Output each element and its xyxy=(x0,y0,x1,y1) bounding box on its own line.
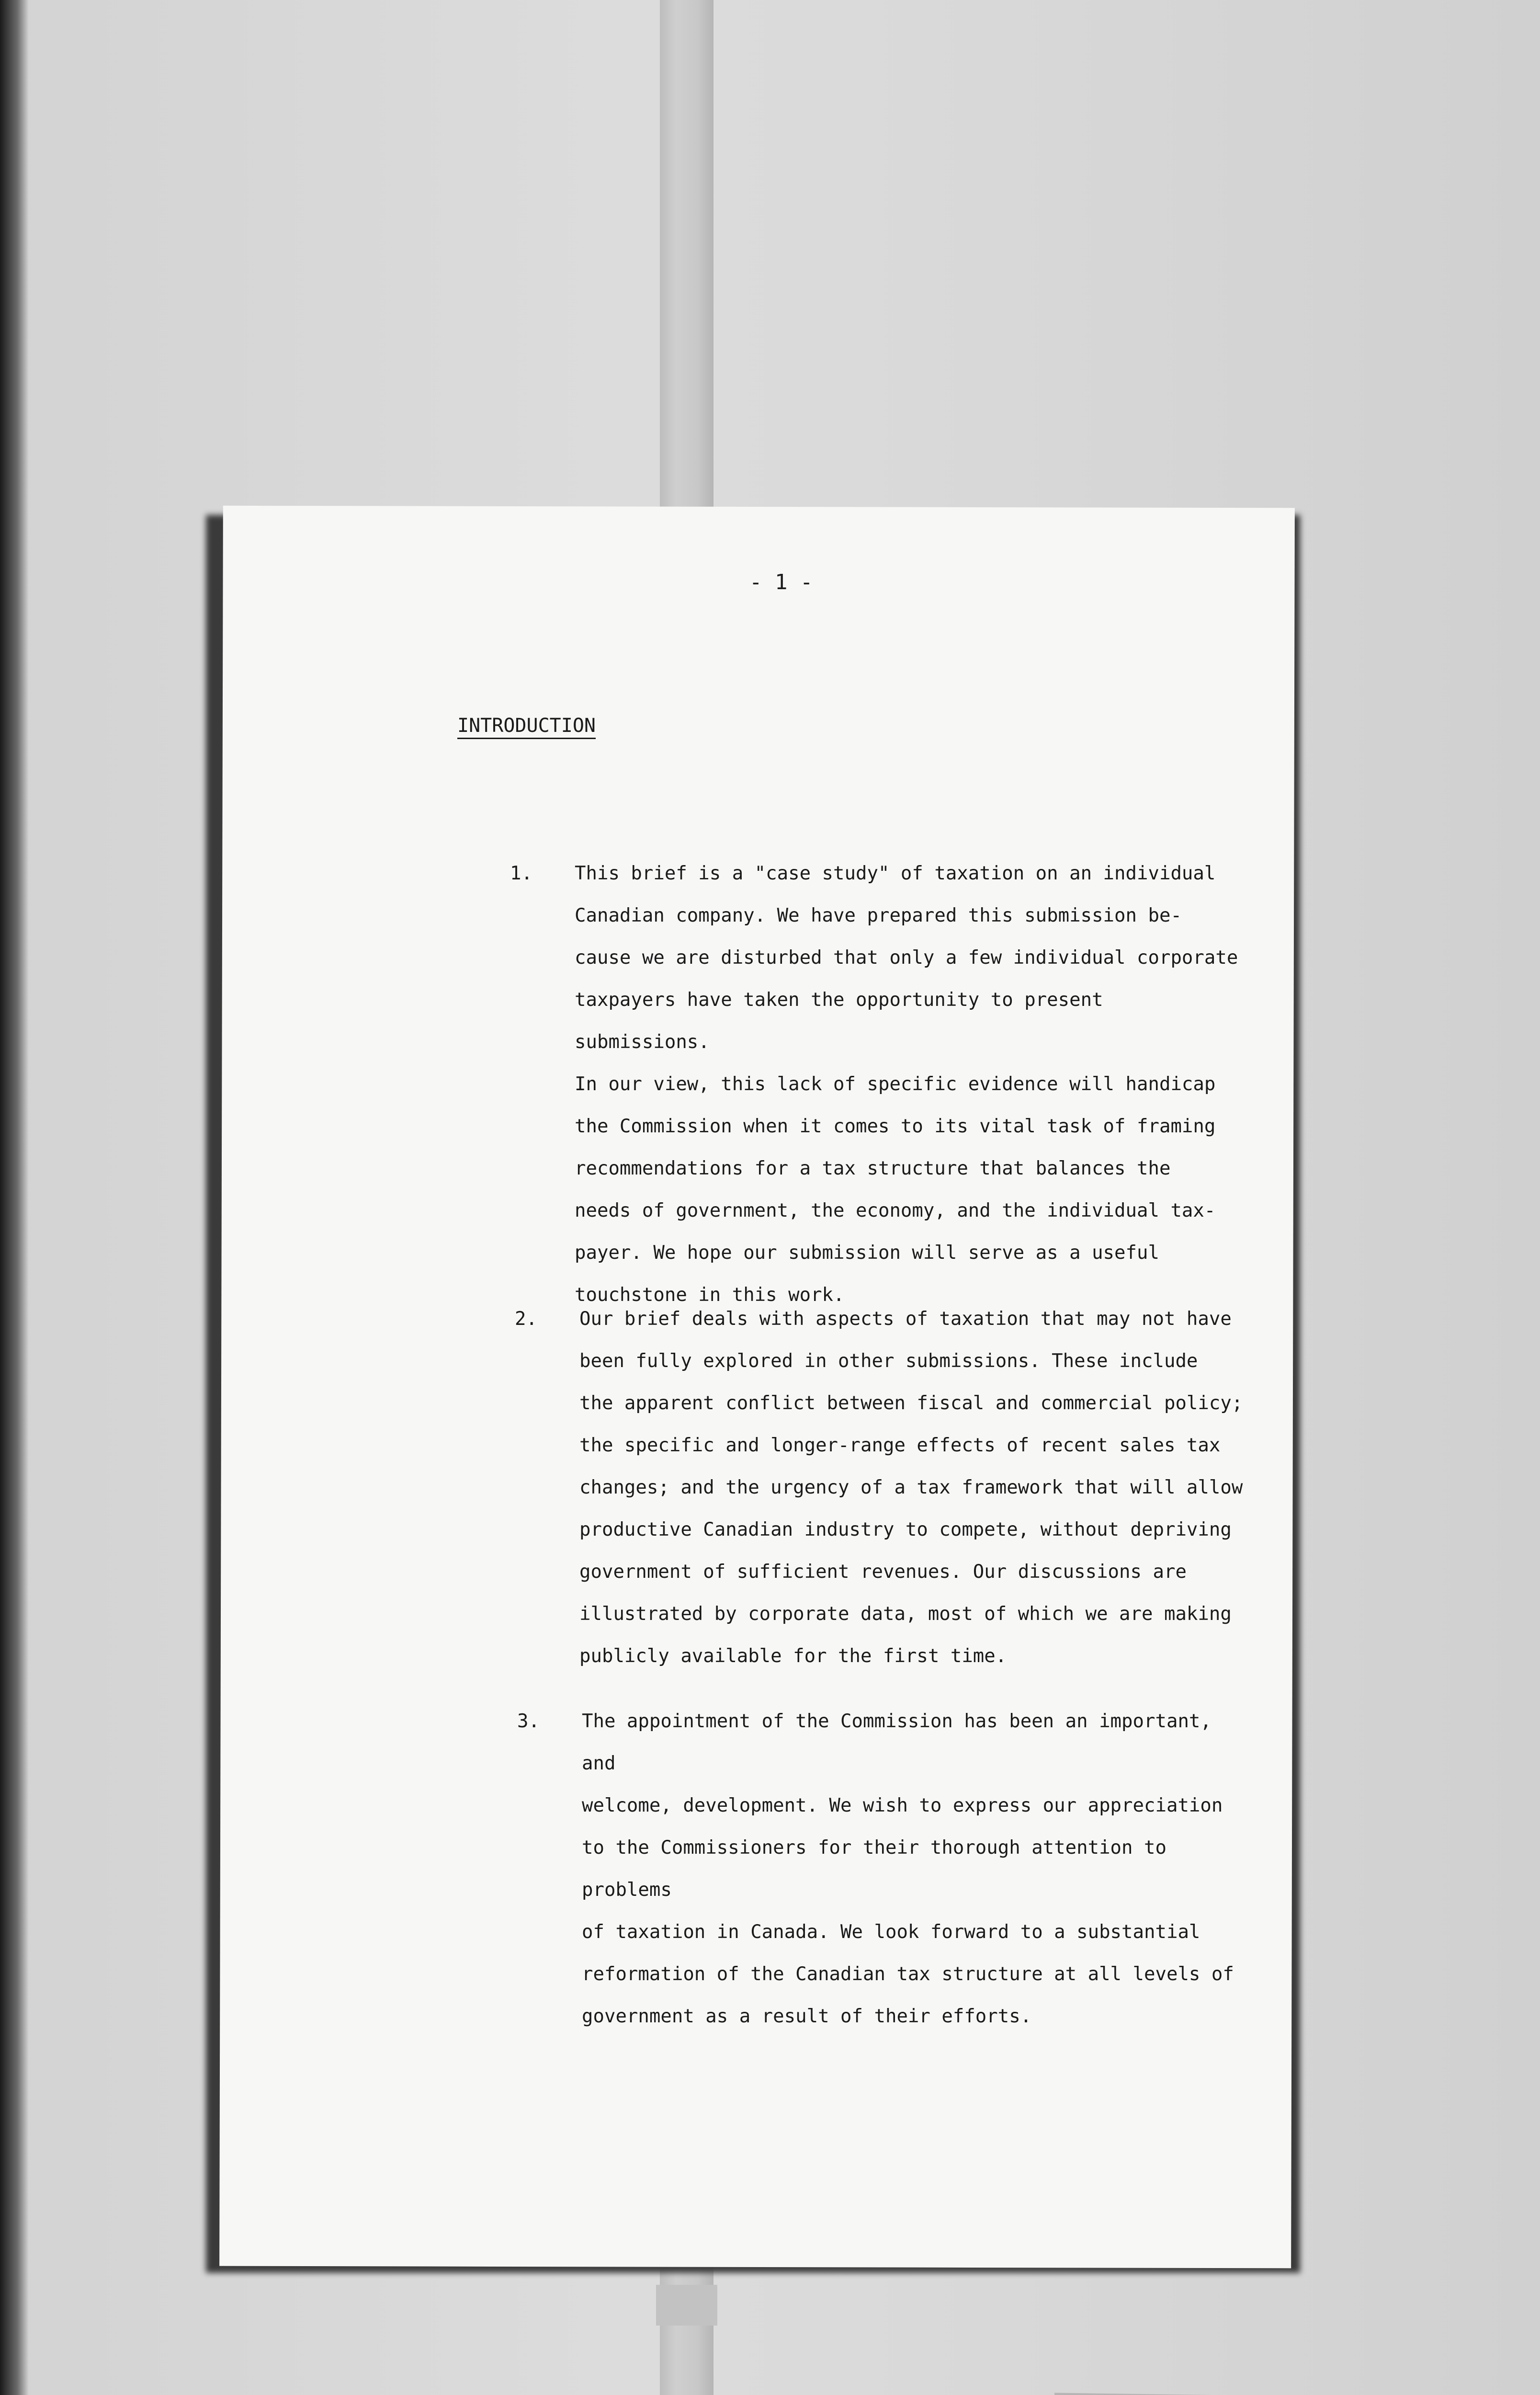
paragraph-3 xyxy=(517,1700,1293,2027)
paragraph-1 xyxy=(510,853,1276,1306)
film-edge xyxy=(0,0,29,2395)
paragraph-2 xyxy=(515,1298,1281,1681)
mounting-strip-top xyxy=(660,0,713,508)
paragraph-number: 1. xyxy=(510,863,532,884)
page-number: - 1 - xyxy=(749,570,813,594)
section-heading: INTRODUCTION xyxy=(457,715,596,737)
paragraph-text: The appointment of the Commission has been an important, and welcome, development. We wish to express our appreciation to the Commissioners for their thorough attention to problems of taxation in Canada. We look forward to a substantial reformation of the Canadian tax structure at all levels of government as a result of their efforts. xyxy=(582,1711,1234,2027)
paragraph-number: 3. xyxy=(517,1711,540,1732)
paragraph-number: 2. xyxy=(515,1308,537,1330)
paragraph-text: This brief is a "case study" of taxation on an individual Canadian company. We have prepared this submission be- cause we are disturbed that only a few individual corporate taxpayers have taken the opportunity to present submissions. In our view, this lack of specific evidence will handicap the Commission when it comes to its vital task of framing recommendations for a tax structure that balances the needs of government, the economy, and the individual tax- payer. We hope our submission will serve as a useful touchstone in this work. xyxy=(575,863,1238,1306)
paragraph-text: Our brief deals with aspects of taxation that may not have been fully explored in other submissions. These include the apparent conflict between fiscal and commercial policy; the specific and longer-range effects of recent sales tax changes; and the urgency of a tax framework that will allow productive Canadian industry to compete, without depriving government of sufficient revenues. Our discussions are illustrated by corporate data, most of which we are making publicly available for the first time. xyxy=(579,1308,1243,1667)
mounting-strip-band xyxy=(656,2285,717,2326)
